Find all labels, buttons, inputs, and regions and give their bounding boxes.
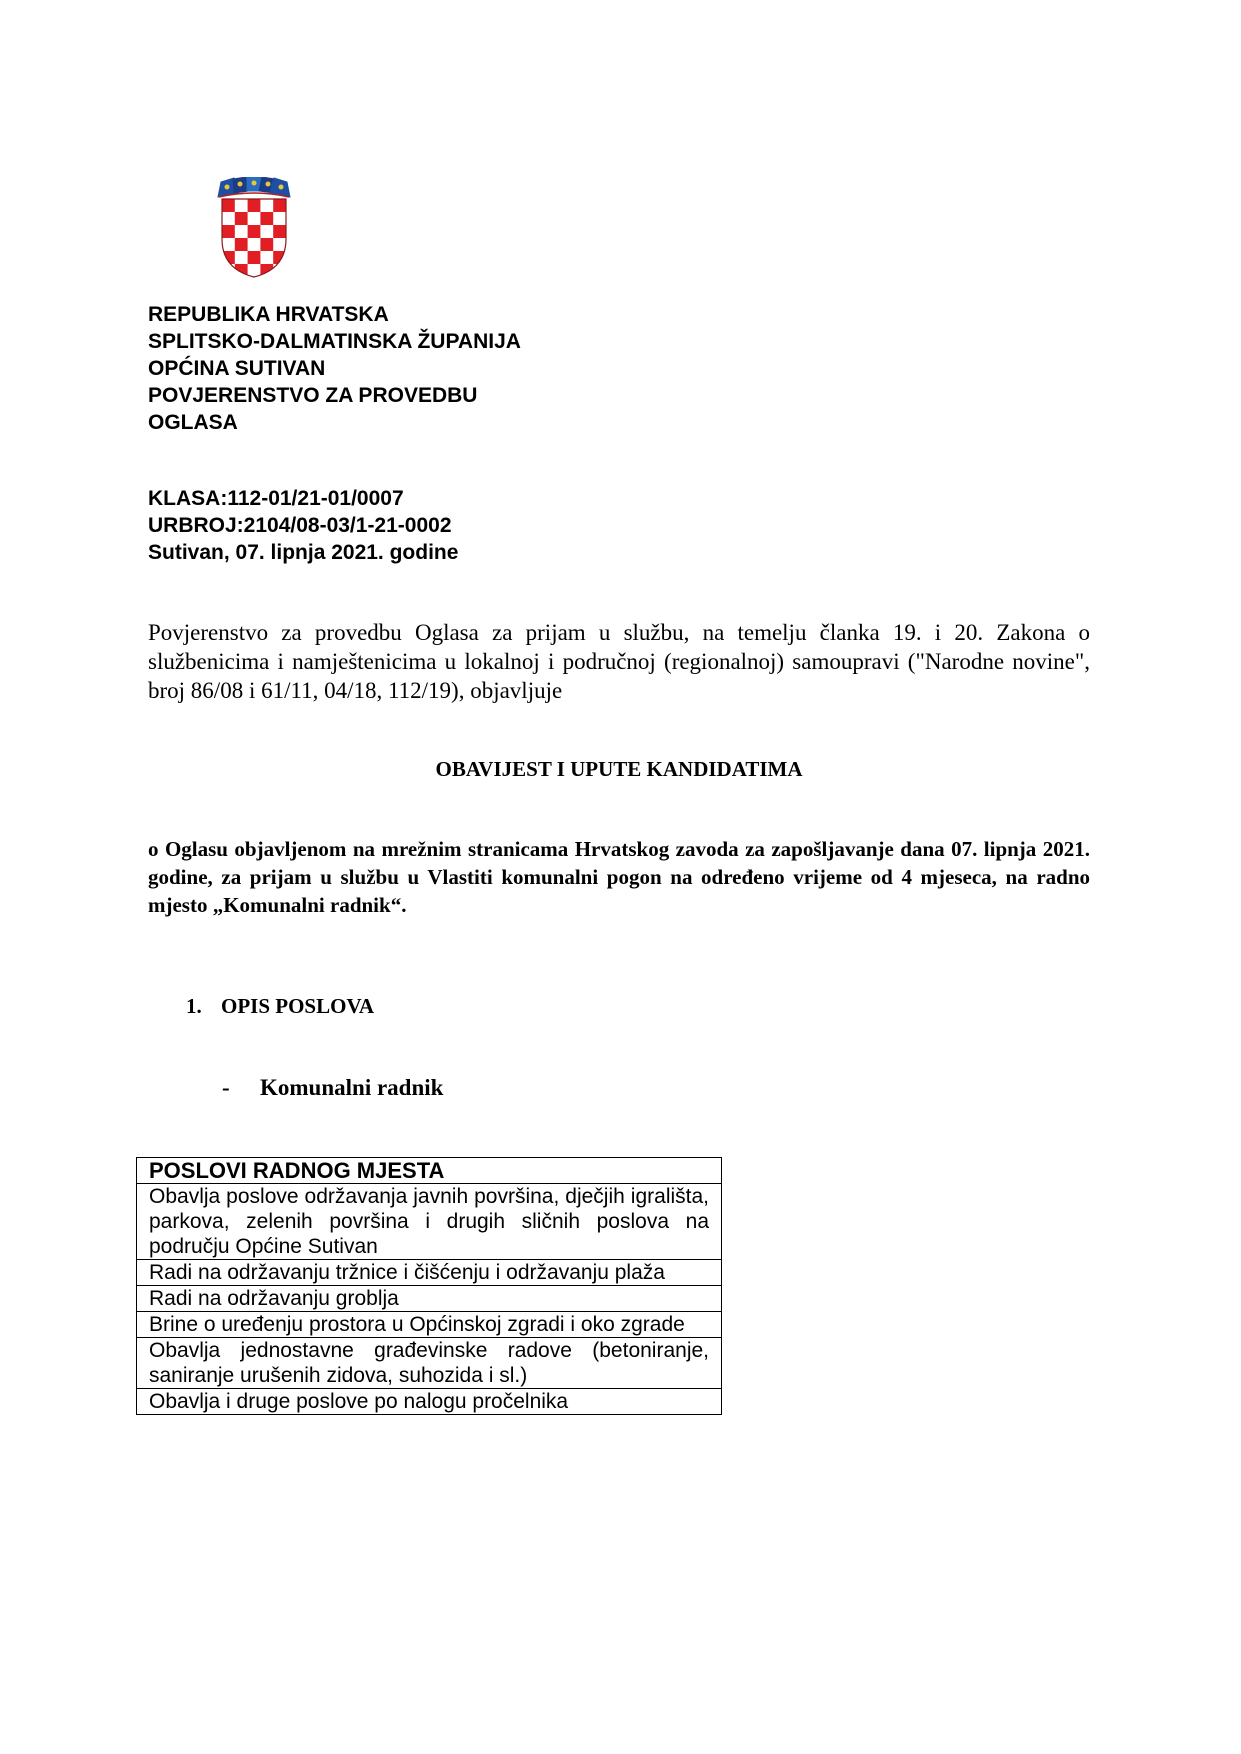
bullet-dash: - xyxy=(222,1075,230,1100)
table-row xyxy=(137,1312,722,1338)
header-line: SPLITSKO-DALMATINSKA ŽUPANIJA xyxy=(148,330,521,353)
table-row xyxy=(137,1184,722,1260)
table-row xyxy=(137,1389,722,1415)
section-heading xyxy=(186,994,374,1019)
notice-paragraph: o Oglasu objavljenom na mrežnim stranicama Hrvatskog zavoda za zapošljavanje dana 07. lipnja 2021. godine, za prijam u službu u Vlastiti komunalni pogon na određeno vrijeme od 4 mjeseca, na radno mjesto „Komunalni radnik“. xyxy=(148,837,1090,917)
coat-of-arms-logo xyxy=(216,177,292,279)
subsection-title: Komunalni radnik xyxy=(260,1075,444,1100)
section-title: OPIS POSLOVA xyxy=(221,994,375,1018)
table-cell: Obavlja i druge poslove po nalogu pročelnika xyxy=(137,1389,722,1415)
header-line: POVJERENSTVO ZA PROVEDBU xyxy=(148,384,478,407)
duties-table xyxy=(136,1157,722,1415)
table-header-row xyxy=(137,1158,722,1184)
table-row xyxy=(137,1286,722,1312)
document-reference xyxy=(148,485,458,566)
table-cell: Radi na održavanju tržnice i čišćenju i održavanju plaža xyxy=(137,1260,722,1286)
urbroj: URBROJ:2104/08-03/1-21-0002 xyxy=(148,514,452,537)
crown xyxy=(218,177,290,197)
table-cell: Radi na održavanju groblja xyxy=(137,1286,722,1312)
table-cell: Obavlja poslove održavanja javnih površina, dječjih igrališta, parkova, zelenih površina i drugih sličnih poslova na području Općine Sutivan xyxy=(137,1184,722,1260)
table-cell: Brine o uređenju prostora u Općinskoj zgradi i oko zgrade xyxy=(137,1312,722,1338)
section-number: 1. xyxy=(186,994,202,1018)
place-date: Sutivan, 07. lipnja 2021. godine xyxy=(148,541,459,564)
table-row xyxy=(137,1338,722,1389)
issuer-header xyxy=(148,301,521,436)
checkerboard-shield xyxy=(222,199,286,279)
header-line: OPĆINA SUTIVAN xyxy=(148,357,326,380)
document-title: OBAVIJEST I UPUTE KANDIDATIMA xyxy=(435,757,803,781)
subsection-heading xyxy=(222,1075,443,1101)
table-row xyxy=(137,1260,722,1286)
table-cell: Obavlja jednostavne građevinske radove (betoniranje, saniranje urušenih zidova, suhozida i sl.) xyxy=(137,1338,722,1389)
intro-paragraph: Povjerenstvo za provedbu Oglasa za prijam u službu, na temelju članka 19. i 20. Zakona o službenicima i namještenicima u lokalnoj i područnoj (regionalnoj) samoupravi ("Narodne novine", broj 86/08 i 61/11, 04/18, 112/19), objavljuje xyxy=(148,620,1090,703)
header-line: OGLASA xyxy=(148,411,238,434)
table-header-cell: POSLOVI RADNOG MJESTA xyxy=(137,1158,722,1184)
header-line: REPUBLIKA HRVATSKA xyxy=(148,303,389,326)
klasa: KLASA:112-01/21-01/0007 xyxy=(148,487,404,510)
